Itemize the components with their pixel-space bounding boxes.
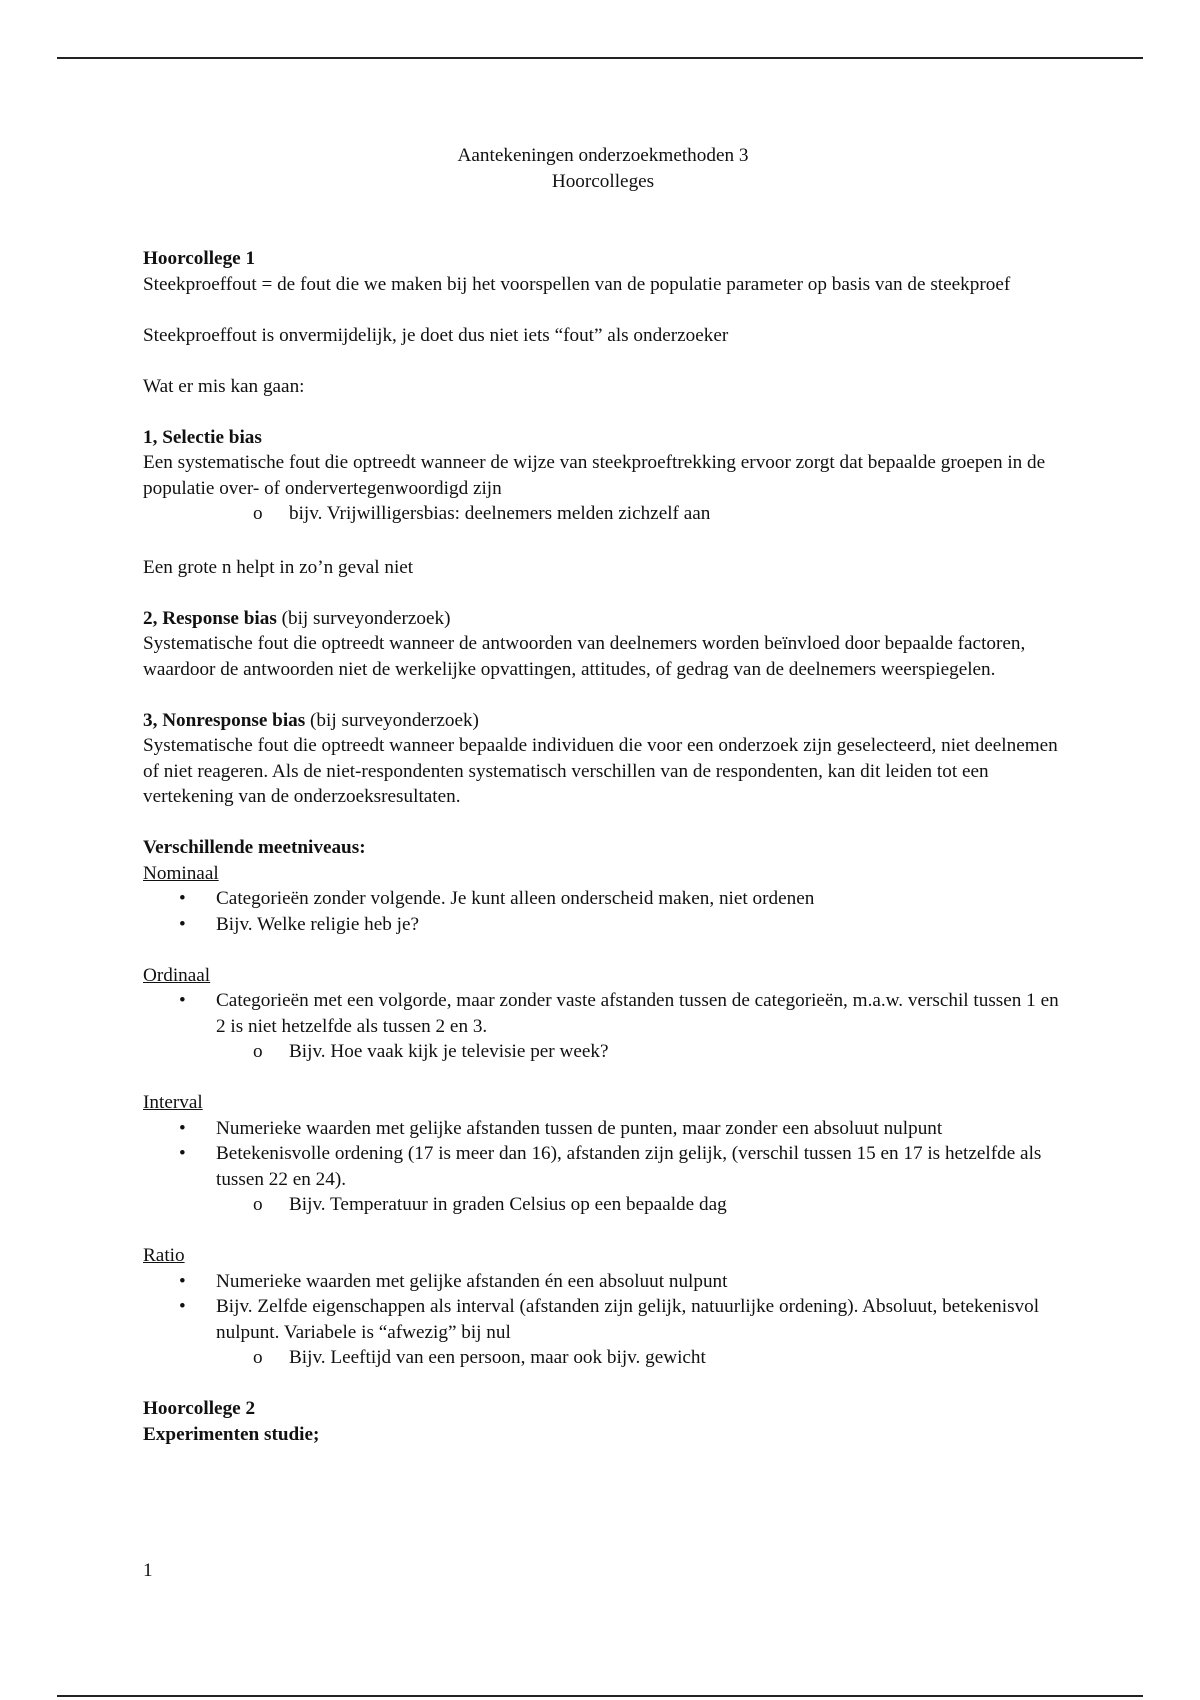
ratio-list [143,1269,1063,1346]
interval-bullet-1: • Numerieke waarden met gelijke afstanden tussen de punten, maar zonder een absoluut nulpunt [143,1116,1063,1142]
interval-list [143,1116,1063,1193]
interval-example: o Bijv. Temperatuur in graden Celsius op een bepaalde dag [143,1192,1063,1218]
selectie-bias-heading: 1, Selectie bias [143,426,262,448]
selectie-bias-sublist [143,501,1063,527]
interval-bullet-2: • Betekenisvolle ordening (17 is meer dan 16), afstanden zijn gelijk, (verschil tussen 15 en 17 is hetzelfde als tussen 22 en 24). [143,1141,1063,1192]
steekproeffout-note: Steekproeffout is onvermijdelijk, je doet dus niet iets “fout” als onderzoeker [143,324,729,346]
document-page [143,143,1063,1447]
response-bias-text: Systematische fout die optreedt wanneer de antwoorden van deelnemers worden beïnvloed door bepaalde factoren, waardoor de antwoorden niet de werkelijke opvattingen, attitudes, of gedrag van de deelnemers weerspiegelen. [143,633,1026,680]
response-bias-note: (bij surveyonderzoek) [276,607,451,629]
nominaal-list [143,886,1063,937]
ordinaal-label: Ordinaal [143,964,211,986]
response-bias-heading: 2, Response bias [143,607,277,629]
hoorcollege-1-heading: Hoorcollege 1 [143,248,256,269]
ordinaal-example: o Bijv. Hoe vaak kijk je televisie per week? [143,1039,1063,1065]
ordinaal-sublist [143,1039,1063,1065]
nominaal-label: Nominaal [143,862,219,884]
ratio-label: Ratio [143,1245,185,1266]
ratio-bullet-1: • Numerieke waarden met gelijke afstanden én een absoluut nulpunt [143,1269,1063,1295]
ordinaal-bullet-1: • Categorieën met een volgorde, maar zonder vaste afstanden tussen de categorieën, m.a.w. verschil tussen 1 en 2 is niet hetzelfde als tussen 2 en 3. [143,988,1063,1039]
selectie-bias-text: Een systematische fout die optreedt wanneer de wijze van steekproeftrekking ervoor zorgt dat bepaalde groepen in de populatie over- of ondervertegenwoordigd zijn [143,452,1046,499]
nonresponse-bias-heading-line [143,708,1063,734]
steekproeffout-definition: Steekproeffout = de fout die we maken bij het voorspellen van de populatie parameter op basis van de steekproef [143,273,1011,295]
nonresponse-bias-heading: 3, Nonresponse bias [143,709,306,731]
interval-label: Interval [143,1092,203,1113]
selectie-bias-after: Een grote n helpt in zo’n geval niet [143,556,414,578]
header-rule [57,57,1143,59]
what-can-go-wrong: Wat er mis kan gaan: [143,375,305,397]
ratio-bullet-2: • Bijv. Zelfde eigenschappen als interval (afstanden zijn gelijk, natuurlijke ordening). Absoluut, betekenisvol nulpunt. Variabele is “afwezig” bij nul [143,1294,1063,1345]
nominaal-bullet-2: • Bijv. Welke religie heb je? [143,912,1063,938]
page-number: 1 [143,1560,153,1581]
meetniveaus-heading: Verschillende meetniveaus: [143,837,366,858]
nonresponse-bias-note: (bij surveyonderzoek) [305,709,479,731]
document-title: Aantekeningen onderzoekmethoden 3 [457,145,749,166]
response-bias-heading-line [143,606,1063,632]
selectie-bias-example: o bijv. Vrijwilligersbias: deelnemers melden zichzelf aan [143,501,1063,527]
footer-rule [57,1695,1143,1697]
interval-sublist [143,1192,1063,1218]
document-subtitle: Hoorcolleges [551,170,655,192]
ratio-sublist [143,1345,1063,1371]
nonresponse-bias-text: Systematische fout die optreedt wanneer bepaalde individuen die voor een onderzoek zijn geselecteerd, niet deelnemen of niet reageren. Als de niet-respondenten systematisch verschillen van de respondenten, kan dit leiden tot een vertekening van de onderzoeksresultaten. [143,735,1058,807]
ratio-example: o Bijv. Leeftijd van een persoon, maar ook bijv. gewicht [143,1345,1063,1371]
nominaal-bullet-1: • Categorieën zonder volgende. Je kunt alleen onderscheid maken, niet ordenen [143,886,1063,912]
ordinaal-list [143,988,1063,1039]
hoorcollege-2-heading: Hoorcollege 2 [143,1398,256,1419]
experimenten-studie-heading: Experimenten studie; [143,1423,320,1445]
